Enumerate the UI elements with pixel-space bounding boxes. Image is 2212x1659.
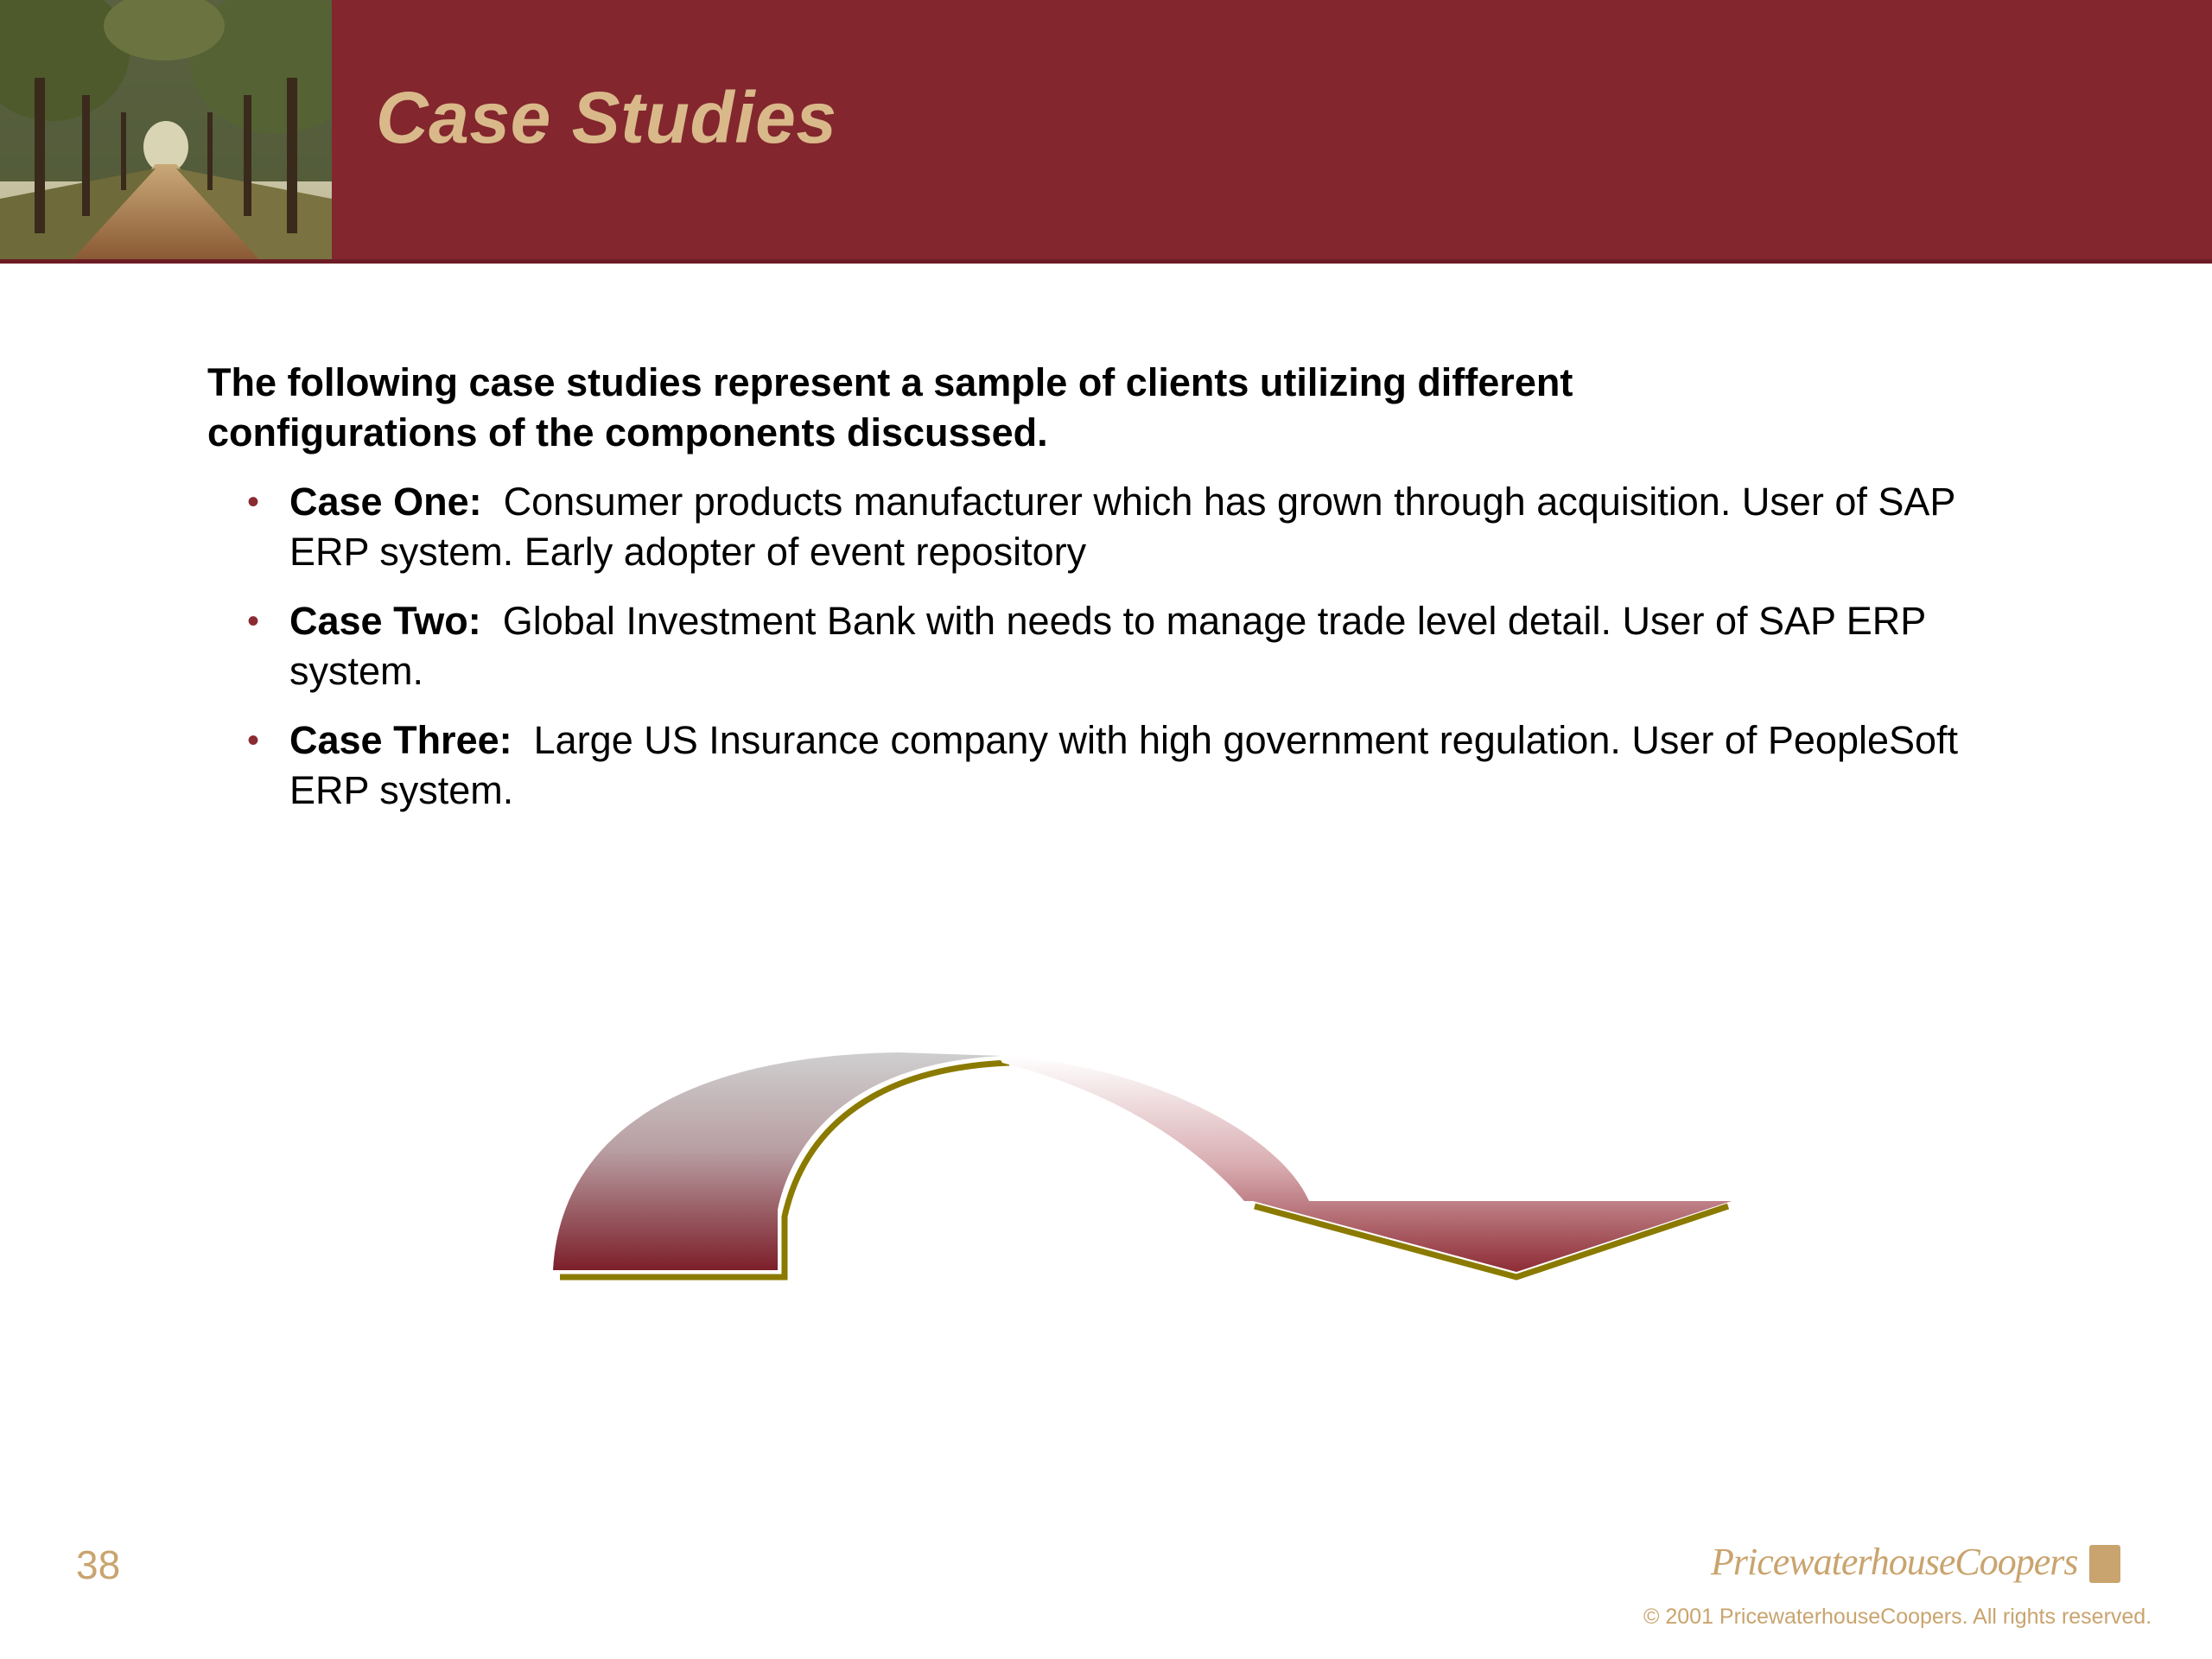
case-description: Large US Insurance company with high government regulation. User of PeopleSoft ERP system. [289, 718, 1959, 812]
arrow-left-band [553, 1052, 1002, 1270]
bullet-dot-icon: • [247, 602, 260, 640]
case-description: Global Investment Bank with needs to manage trade level detail. User of SAP ERP system. [289, 599, 1926, 693]
curved-arrow-graphic [536, 1037, 1745, 1296]
case-item-two [247, 596, 2027, 696]
case-name: Case Three: [289, 718, 512, 762]
case-name: Case Two: [289, 599, 481, 643]
case-description: Consumer products manufacturer which has grown through acquisition. User of SAP ERP system. Early adopter of event repository [289, 480, 1955, 574]
slide-title: Case Studies [376, 77, 837, 158]
case-name: Case One: [289, 480, 482, 524]
pwc-logo [1711, 1540, 2078, 1584]
header-divider [0, 259, 2212, 264]
case-list [247, 477, 2027, 835]
case-item-one [247, 477, 2027, 577]
bullet-dot-icon: • [247, 483, 260, 521]
pwc-badge-icon [2089, 1545, 2120, 1583]
header-banner [0, 0, 2212, 264]
intro-paragraph: The following case studies represent a sample of clients utilizing different configurations of the components discussed. [207, 360, 1573, 454]
copyright-notice: © 2001 PricewaterhouseCoopers. All rights reserved. [1643, 1605, 2152, 1629]
bullet-dot-icon: • [247, 721, 260, 760]
tree-lined-road-photo [0, 0, 332, 259]
page-number: 38 [76, 1542, 121, 1587]
logo-text: PricewaterhouseCoopers [1711, 1541, 2078, 1583]
case-item-three [247, 715, 2027, 816]
